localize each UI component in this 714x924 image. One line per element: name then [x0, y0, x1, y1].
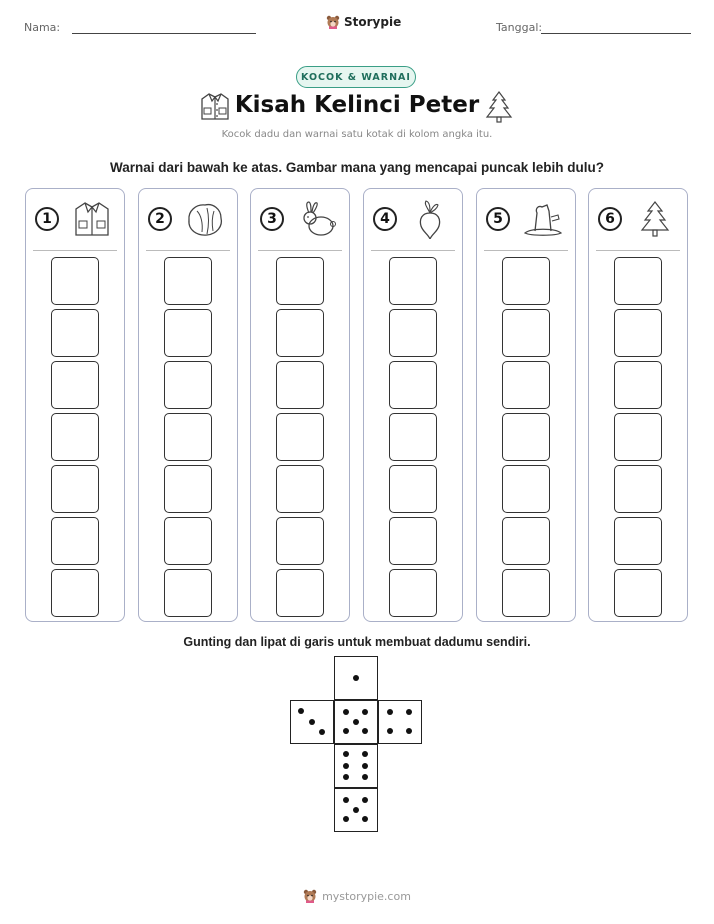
dice-pip	[362, 751, 368, 757]
pine-tree-icon	[633, 199, 677, 239]
color-box[interactable]	[614, 309, 662, 357]
color-box[interactable]	[389, 257, 437, 305]
rabbit-icon	[295, 199, 339, 239]
color-box[interactable]	[389, 569, 437, 617]
lettuce-icon	[183, 199, 227, 239]
dice-pip	[362, 728, 368, 734]
footer	[0, 889, 714, 903]
color-box[interactable]	[51, 361, 99, 409]
color-box[interactable]	[164, 309, 212, 357]
dice-pip	[362, 774, 368, 780]
color-box[interactable]	[614, 465, 662, 513]
dice-pip	[343, 774, 349, 780]
jacket-icon	[70, 199, 114, 239]
color-box[interactable]	[389, 465, 437, 513]
color-box[interactable]	[389, 309, 437, 357]
footer-url: mystorypie.com	[322, 889, 411, 903]
color-box[interactable]	[502, 361, 550, 409]
pine-tree-icon	[482, 90, 516, 124]
dice-face-4	[378, 700, 422, 744]
column-number: 1	[35, 207, 59, 231]
name-line[interactable]	[72, 33, 256, 34]
dice-pip	[362, 816, 368, 822]
bear-icon	[326, 15, 340, 29]
color-box[interactable]	[164, 569, 212, 617]
column-divider	[33, 250, 117, 251]
column-number: 5	[486, 207, 510, 231]
color-box[interactable]	[276, 569, 324, 617]
dice-pip	[343, 797, 349, 803]
color-box[interactable]	[276, 413, 324, 461]
column-divider	[484, 250, 568, 251]
color-box[interactable]	[502, 569, 550, 617]
color-box[interactable]	[51, 309, 99, 357]
color-box[interactable]	[164, 361, 212, 409]
column-2	[138, 188, 238, 622]
activity-badge: KOCOK & WARNAI	[296, 66, 416, 88]
color-box[interactable]	[51, 569, 99, 617]
color-box[interactable]	[502, 465, 550, 513]
color-box[interactable]	[276, 465, 324, 513]
dice-pip	[298, 708, 304, 714]
dice-pip	[343, 763, 349, 769]
column-6	[588, 188, 688, 622]
color-box[interactable]	[389, 517, 437, 565]
page-subtitle: Kocok dadu dan warnai satu kotak di kolom angka itu.	[221, 129, 493, 140]
column-3	[250, 188, 350, 622]
date-label: Tanggal:	[496, 21, 543, 34]
dice-pip	[362, 797, 368, 803]
coloring-instruction: Warnai dari bawah ke atas. Gambar mana yang mencapai puncak lebih dulu?	[110, 160, 604, 175]
color-box[interactable]	[51, 465, 99, 513]
dice-face-1	[334, 656, 378, 700]
dice-pip	[387, 728, 393, 734]
color-box[interactable]	[51, 257, 99, 305]
color-box[interactable]	[502, 257, 550, 305]
dice-pip	[362, 709, 368, 715]
color-box[interactable]	[614, 257, 662, 305]
color-box[interactable]	[502, 309, 550, 357]
dice-face-5	[334, 788, 378, 832]
color-box[interactable]	[164, 257, 212, 305]
color-box[interactable]	[164, 517, 212, 565]
color-box[interactable]	[614, 517, 662, 565]
dice-pip	[387, 709, 393, 715]
name-label: Nama:	[24, 21, 61, 34]
color-box[interactable]	[51, 517, 99, 565]
dice-pip	[353, 719, 359, 725]
column-number: 2	[148, 207, 172, 231]
color-box[interactable]	[51, 413, 99, 461]
dice-face-6	[334, 744, 378, 788]
color-box[interactable]	[276, 361, 324, 409]
page-title: Kisah Kelinci Peter	[234, 92, 480, 118]
color-box[interactable]	[614, 361, 662, 409]
dice-pip	[309, 719, 315, 725]
column-divider	[258, 250, 342, 251]
brand-logo	[326, 15, 401, 29]
dice-pip	[319, 729, 325, 735]
color-box[interactable]	[164, 465, 212, 513]
column-5	[476, 188, 576, 622]
dice-face-3	[290, 700, 334, 744]
dice-pip	[343, 709, 349, 715]
color-box[interactable]	[389, 361, 437, 409]
dice-pip	[362, 763, 368, 769]
color-box[interactable]	[389, 413, 437, 461]
dice-face-5	[334, 700, 378, 744]
tree-stump-icon	[521, 199, 565, 239]
column-1	[25, 188, 125, 622]
color-box[interactable]	[502, 413, 550, 461]
color-box[interactable]	[276, 309, 324, 357]
color-box[interactable]	[614, 569, 662, 617]
dice-pip	[343, 728, 349, 734]
dice-pip	[406, 728, 412, 734]
color-box[interactable]	[164, 413, 212, 461]
color-box[interactable]	[276, 517, 324, 565]
column-4	[363, 188, 463, 622]
color-box[interactable]	[614, 413, 662, 461]
column-number: 6	[598, 207, 622, 231]
color-box[interactable]	[276, 257, 324, 305]
bear-icon	[303, 889, 317, 903]
column-divider	[371, 250, 455, 251]
dice-pip	[343, 751, 349, 757]
brand-name: Storypie	[344, 15, 402, 29]
dice-pip	[353, 675, 359, 681]
column-divider	[596, 250, 680, 251]
dice-pip	[343, 816, 349, 822]
column-divider	[146, 250, 230, 251]
dice-pip	[406, 709, 412, 715]
dice-instruction: Gunting dan lipat di garis untuk membuat dadumu sendiri.	[183, 635, 531, 649]
column-number: 4	[373, 207, 397, 231]
radish-icon	[408, 199, 452, 239]
dice-pip	[353, 807, 359, 813]
column-number: 3	[260, 207, 284, 231]
date-line[interactable]	[541, 33, 691, 34]
color-box[interactable]	[502, 517, 550, 565]
